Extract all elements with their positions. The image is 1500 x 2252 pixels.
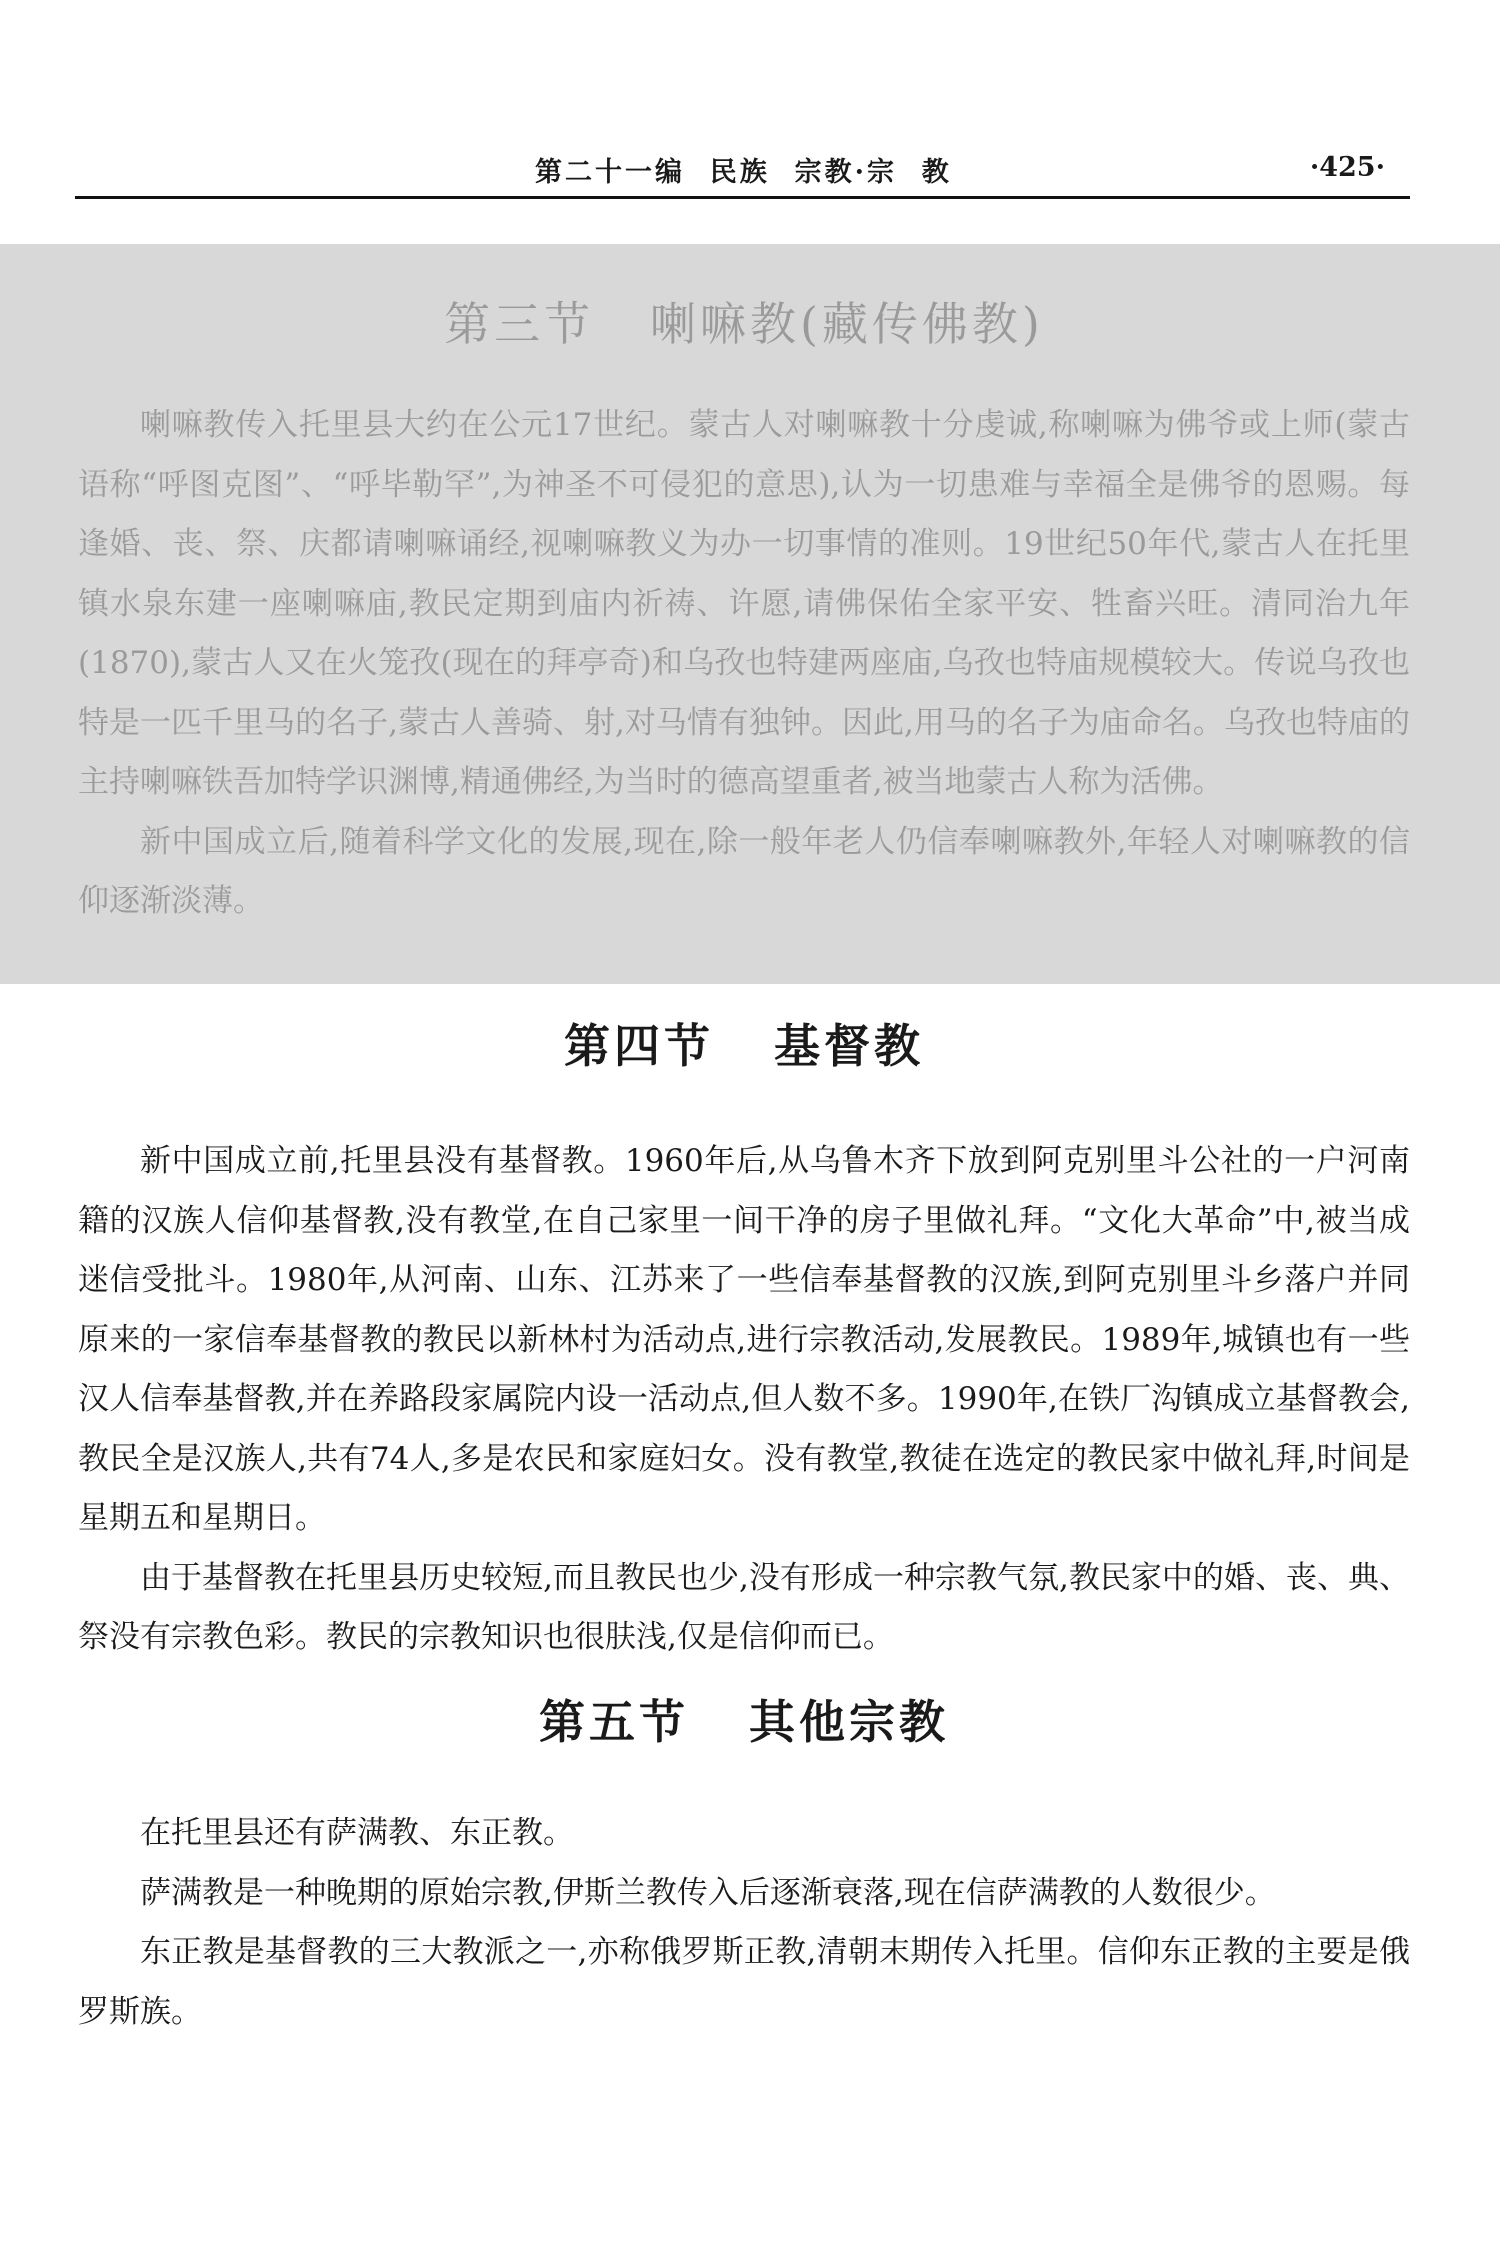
section-title: 第四节 基督教 <box>563 1019 925 1073</box>
paragraph: 萨满教是一种晚期的原始宗教,伊斯兰教传入后逐渐衰落,现在信萨满教的人数很少。 <box>140 1874 1276 1911</box>
paragraph: 喇嘛教传入托里县大约在公元17世纪。蒙古人对喇嘛教十分虔诚,称喇嘛为佛爷或上师(蒙古语称“呼图克图”、“呼毕勒罕”,为神圣不可侵犯的意思),认为一切患难与幸福全是佛爷的恩赐。每逢婚、丧、祭、庆都请喇嘛诵经,视喇嘛教义为办一切事情的准则。19世纪50年代,蒙古人在托里镇水泉东建一座喇嘛庙,教民定期到庙内祈祷、许愿,请佛保佑全家平安、牲畜兴旺。清同治九年(1870),蒙古人又在火笼孜(现在的拜亭奇)和乌孜也特建两座庙,乌孜也特庙规模较大。传说乌孜也特是一匹千里马的名子,蒙古人善骑、射,对马情有独钟。因此,用马的名子为庙命名。乌孜也特庙的主持喇嘛铁吾加特学识渊博,精通佛经,为当时的德高望重者,被当地蒙古人称为活佛。 <box>78 407 1410 800</box>
section-other-religions <box>78 1686 1410 2042</box>
running-header <box>75 150 1410 190</box>
paragraph: 在托里县还有萨满教、东正教。 <box>140 1815 574 1851</box>
section-title: 第三节 喇嘛教(藏传佛教) <box>444 297 1044 351</box>
paragraph: 东正教是基督教的三大教派之一,亦称俄罗斯正教,清朝末期传入托里。信仰东正教的主要是俄罗斯族。 <box>78 1934 1410 2030</box>
section-lamaism <box>78 288 1410 932</box>
paragraph: 新中国成立前,托里县没有基督教。1960年后,从乌鲁木齐下放到阿克别里斗公社的一户河南籍的汉族人信仰基督教,没有教堂,在自己家里一间干净的房子里做礼拜。“文化大革命”中,被当成迷信受批斗。1980年,从河南、山东、江苏来了一些信奉基督教的汉族,到阿克别里斗乡落户并同原来的一家信奉基督教的教民以新林村为活动点,进行宗教活动,发展教民。1989年,城镇也有一些汉人信奉基督教,并在养路段家属院内设一活动点,但人数不多。1990年,在铁厂沟镇成立基督教会,教民全是汉族人,共有74人,多是农民和家庭妇女。没有教堂,教徒在选定的教民家中做礼拜,时间是星期五和星期日。 <box>78 1143 1410 1536</box>
paragraph: 新中国成立后,随着科学文化的发展,现在,除一般年老人仍信奉喇嘛教外,年轻人对喇嘛教的信仰逐渐淡薄。 <box>78 823 1410 919</box>
page-number: ·425· <box>1309 152 1385 183</box>
running-title: 第二十一编 民族 宗教·宗 教 <box>535 157 952 188</box>
section-christianity <box>78 1010 1410 1668</box>
paragraph: 由于基督教在托里县历史较短,而且教民也少,没有形成一种宗教气氛,教民家中的婚、丧、典、祭没有宗教色彩。教民的宗教知识也很肤浅,仅是信仰而已。 <box>78 1559 1410 1655</box>
header-rule <box>75 196 1410 199</box>
section-title: 第五节 其他宗教 <box>538 1695 950 1749</box>
